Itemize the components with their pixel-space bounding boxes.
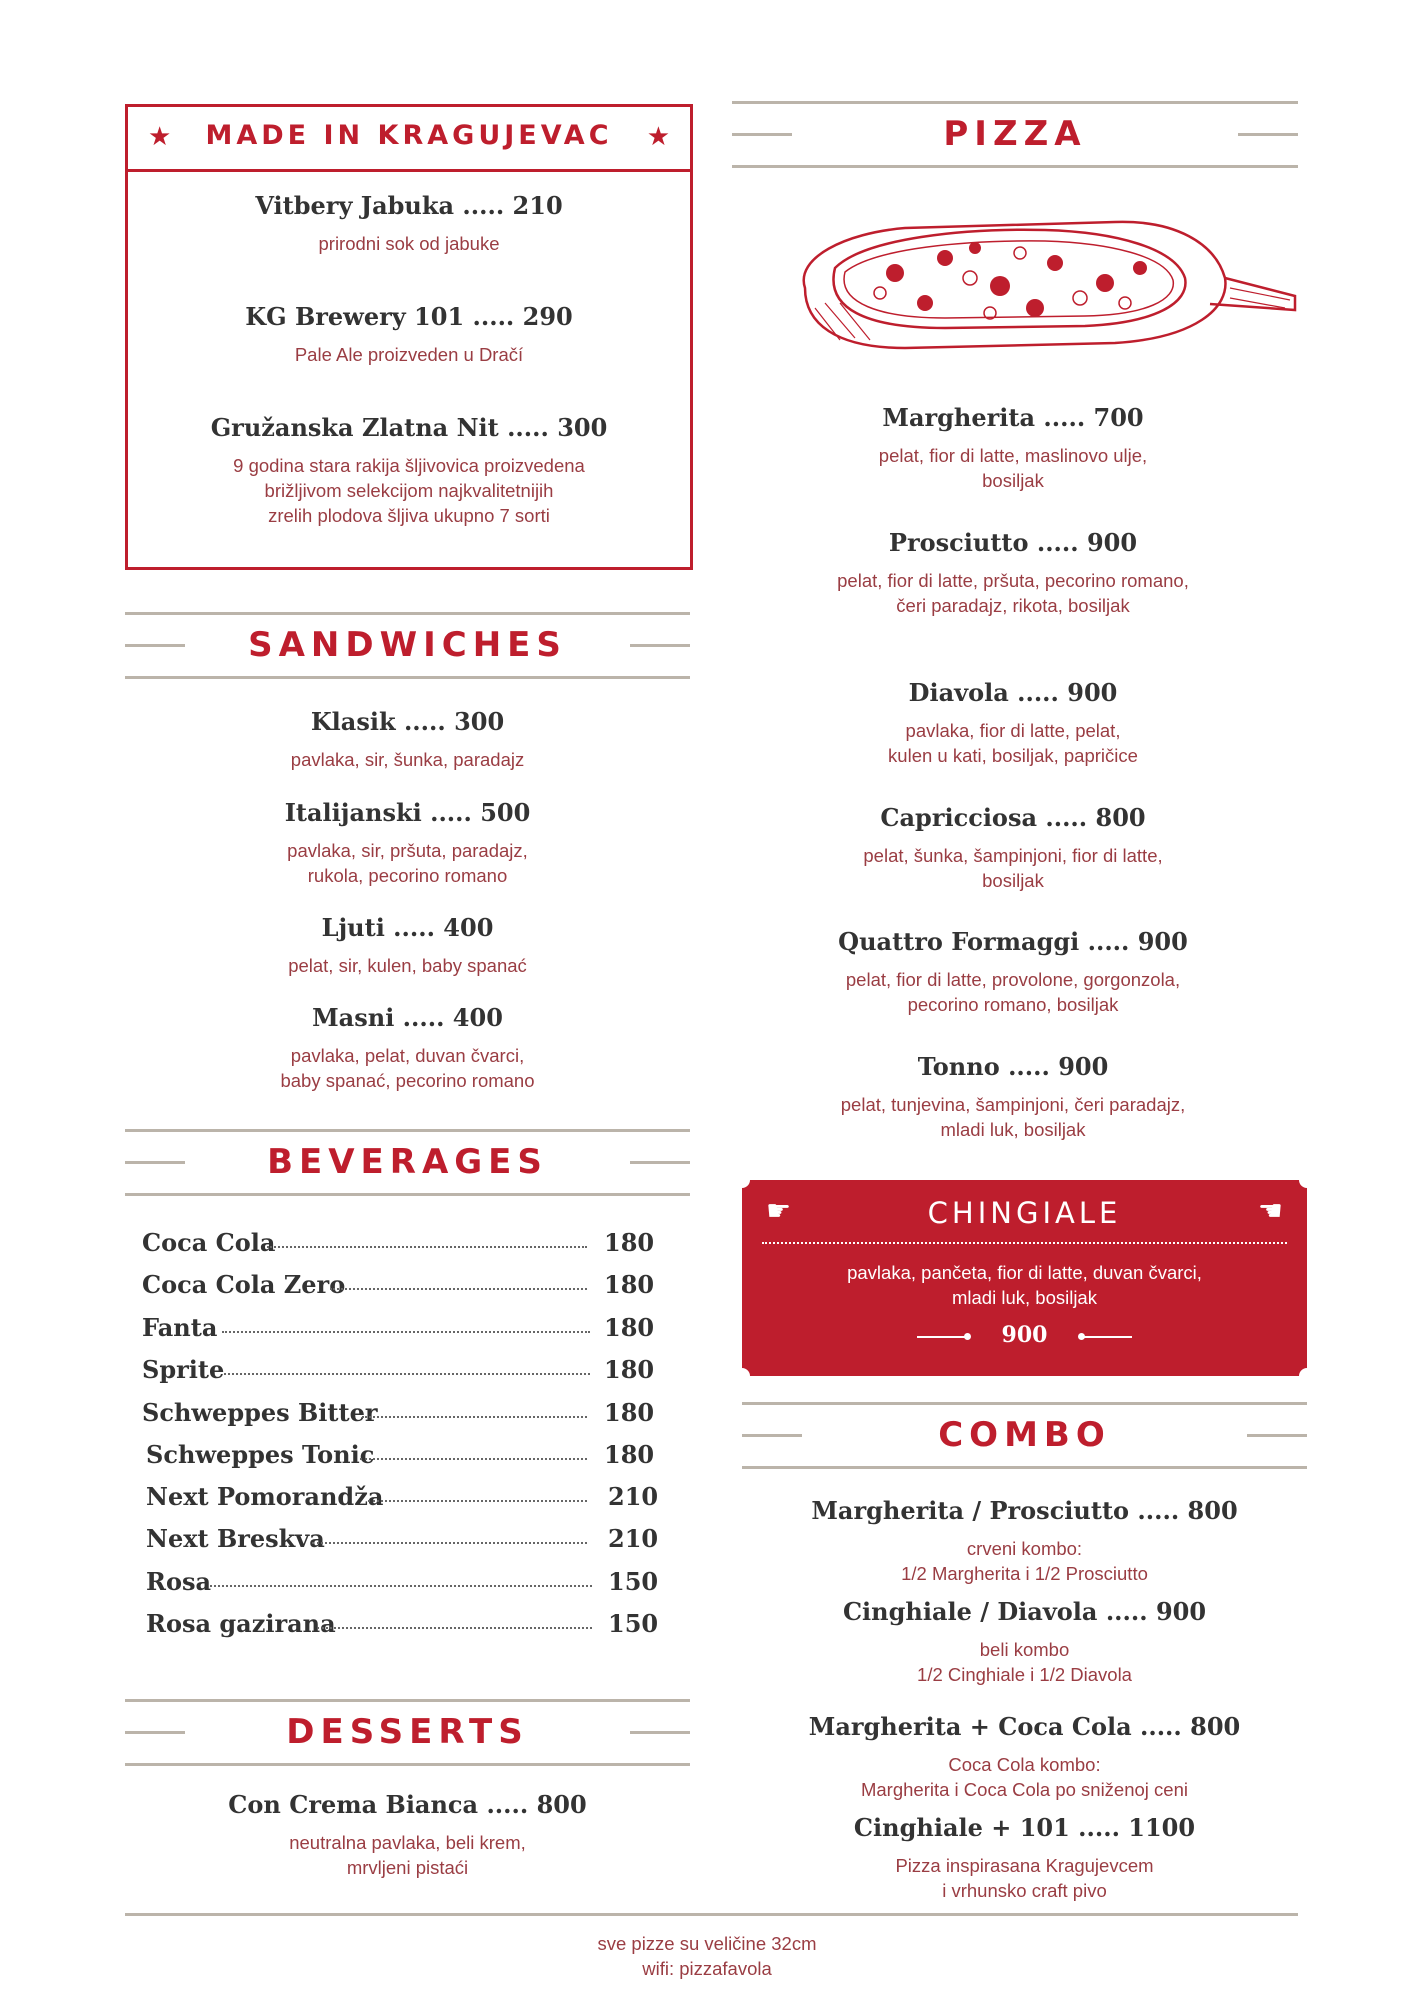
- divider: [1238, 133, 1298, 136]
- special-desc: mladi luk, bosiljak: [952, 1287, 1097, 1308]
- made-in-kragujevac-box: [125, 104, 693, 570]
- divider: [125, 1763, 690, 1766]
- menu-item-title: Klasik ..... 300: [310, 707, 505, 736]
- menu-item-title: Italijanski ..... 500: [284, 798, 531, 827]
- beverage-price: 210: [608, 1482, 659, 1511]
- divider: [732, 101, 1298, 104]
- menu-item-desc: bosiljak: [982, 870, 1044, 891]
- dot-leader: [267, 1246, 587, 1248]
- beverage-name: Schweppes Bitter: [142, 1398, 378, 1427]
- menu-item-title: Capricciosa ..... 800: [880, 803, 1146, 832]
- list-item: [142, 1609, 659, 1643]
- beverage-price: 180: [604, 1440, 655, 1469]
- menu-item-desc: Pizza inspirasana Kragujevcem: [895, 1855, 1154, 1876]
- beverage-price: 180: [604, 1313, 655, 1342]
- menu-item-desc: pelat, tunjevina, šampinjoni, čeri paradajz,: [840, 1094, 1186, 1115]
- section-title-pizza: PIZZA: [943, 114, 1087, 154]
- beverage-name: Rosa gazirana: [146, 1609, 336, 1638]
- divider: [125, 612, 690, 615]
- special-desc: pavlaka, pančeta, fior di latte, duvan čvarci,: [847, 1262, 1202, 1283]
- menu-item-desc: pelat, fior di latte, provolone, gorgonzola,: [845, 969, 1181, 990]
- menu-item-desc: prirodni sok od jabuke: [318, 233, 500, 254]
- menu-item-desc: pavlaka, pelat, duvan čvarci,: [290, 1045, 525, 1066]
- menu-item-desc: pavlaka, sir, šunka, paradajz: [290, 749, 525, 770]
- menu-item-title: Prosciutto ..... 900: [888, 528, 1138, 557]
- menu-item-title: Gružanska Zlatna Nit ..... 300: [210, 413, 608, 442]
- menu-item-desc: pavlaka, fior di latte, pelat,: [905, 720, 1121, 741]
- menu-item-desc: i vrhunsko craft pivo: [942, 1880, 1107, 1901]
- menu-item-desc: pelat, fior di latte, pršuta, pecorino romano,: [837, 570, 1189, 591]
- made-in-title: MADE IN KRAGUJEVAC: [205, 120, 613, 151]
- dot-leader: [362, 1416, 587, 1418]
- menu-item-desc: 1/2 Margherita i 1/2 Prosciutto: [901, 1563, 1148, 1584]
- dot-leader: [312, 1542, 587, 1544]
- menu-item-desc: beli kombo: [979, 1639, 1070, 1660]
- menu-item-title: Diavola ..... 900: [908, 678, 1118, 707]
- special-title: CHINGIALE: [927, 1196, 1122, 1230]
- menu-item-desc: bosiljak: [982, 470, 1044, 491]
- beverage-price: 150: [608, 1609, 659, 1638]
- dot-leader: [360, 1458, 587, 1460]
- menu-item-desc: Pale Ale proizveden u Dračí: [294, 344, 524, 365]
- beverage-name: Next Breskva: [146, 1524, 325, 1553]
- menu-item-title: Ljuti ..... 400: [321, 913, 494, 942]
- star-icon: ★: [148, 121, 172, 151]
- beverage-price: 180: [604, 1398, 655, 1427]
- menu-item-desc: baby spanać, pecorino romano: [280, 1070, 535, 1091]
- divider: [1247, 1434, 1307, 1437]
- special-price: 900: [1001, 1322, 1048, 1348]
- list-item: [142, 1482, 659, 1516]
- menu-item-desc: mladi luk, bosiljak: [940, 1119, 1086, 1140]
- menu-item-title: KG Brewery 101 ..... 290: [245, 302, 573, 331]
- list-item: [142, 1440, 655, 1474]
- beverage-price: 150: [608, 1567, 659, 1596]
- footer-note: sve pizze su veličine 32cm: [597, 1933, 817, 1954]
- list-item: [142, 1567, 659, 1601]
- menu-item-desc: 9 godina stara rakija šljivovica proizvedena: [233, 455, 585, 476]
- made-in-header: [128, 107, 690, 172]
- special-chingiale-card: [742, 1180, 1307, 1376]
- list-item: [142, 1228, 655, 1262]
- menu-item-desc: čeri paradajz, rikota, bosiljak: [896, 595, 1130, 616]
- divider: [630, 1161, 690, 1164]
- divider: [732, 165, 1298, 168]
- list-item: [142, 1524, 659, 1558]
- footer-wifi: wifi: pizzafavola: [642, 1958, 772, 1979]
- dotted-divider: [762, 1242, 1287, 1244]
- menu-item-desc: neutralna pavlaka, beli krem,: [289, 1832, 526, 1853]
- dot-leader: [224, 1373, 590, 1375]
- corner-notch: [734, 1172, 750, 1188]
- divider: [630, 644, 690, 647]
- section-title-combo: COMBO: [938, 1415, 1111, 1455]
- dot-leader: [317, 1627, 592, 1629]
- divider: [742, 1466, 1307, 1469]
- section-title-desserts: DESSERTS: [286, 1712, 529, 1752]
- beverage-name: Fanta: [142, 1313, 218, 1342]
- pointing-hand-left-icon: ☚: [1257, 1195, 1283, 1226]
- menu-item-desc: crveni kombo:: [966, 1538, 1083, 1559]
- menu-item-desc: pelat, sir, kulen, baby spanać: [288, 955, 527, 976]
- menu-item-title: Margherita / Prosciutto ..... 800: [811, 1496, 1238, 1525]
- menu-item-title: Margherita + Coca Cola ..... 800: [808, 1712, 1241, 1741]
- corner-notch: [1299, 1368, 1315, 1384]
- menu-item-desc: Coca Cola kombo:: [948, 1754, 1101, 1775]
- list-item: [142, 1398, 655, 1432]
- menu-item-desc: mrvljeni pistaći: [346, 1857, 469, 1878]
- divider: [742, 1402, 1307, 1405]
- menu-item-title: Con Crema Bianca ..... 800: [228, 1790, 587, 1819]
- menu-item-desc: pelat, šunka, šampinjoni, fior di latte,: [863, 845, 1163, 866]
- beverage-price: 180: [604, 1270, 655, 1299]
- footer-divider: [125, 1913, 1298, 1916]
- pointing-hand-right-icon: ☛: [766, 1195, 792, 1226]
- menu-item-title: Tonno ..... 900: [917, 1052, 1109, 1081]
- divider: [125, 1129, 690, 1132]
- flourish-right: [1082, 1336, 1132, 1338]
- divider: [125, 676, 690, 679]
- menu-item-desc: zrelih plodova šljiva ukupno 7 sorti: [268, 505, 550, 526]
- beverage-name: Next Pomorandža: [146, 1482, 384, 1511]
- beverage-price: 180: [604, 1355, 655, 1384]
- list-item: [142, 1313, 655, 1347]
- beverage-name: Coca Cola: [142, 1228, 276, 1257]
- corner-notch: [1299, 1172, 1315, 1188]
- menu-item-title: Margherita ..... 700: [882, 403, 1144, 432]
- menu-item-desc: rukola, pecorino romano: [307, 865, 508, 886]
- dot-leader: [330, 1288, 587, 1290]
- menu-item-title: Quattro Formaggi ..... 900: [838, 927, 1188, 956]
- beverage-price: 180: [604, 1228, 655, 1257]
- menu-item-desc: brižljivom selekcijom najkvalitetnijih: [264, 480, 554, 501]
- beverage-name: Sprite: [142, 1355, 225, 1384]
- list-item: [142, 1270, 655, 1304]
- pizza-peel-illustration-icon: [785, 208, 1300, 358]
- divider: [630, 1731, 690, 1734]
- divider: [125, 1699, 690, 1702]
- section-title-sandwiches: SANDWICHES: [248, 625, 567, 665]
- menu-item-desc: pecorino romano, bosiljak: [907, 994, 1119, 1015]
- section-title-beverages: BEVERAGES: [267, 1142, 548, 1182]
- dot-leader: [222, 1331, 590, 1333]
- beverage-price: 210: [608, 1524, 659, 1553]
- menu-item-desc: pavlaka, sir, pršuta, paradajz,: [287, 840, 528, 861]
- menu-item-title: Vitbery Jabuka ..... 210: [255, 191, 563, 220]
- star-icon: ★: [646, 121, 670, 151]
- beverage-name: Rosa: [146, 1567, 212, 1596]
- dot-leader: [368, 1500, 587, 1502]
- beverage-name: Coca Cola Zero: [142, 1270, 346, 1299]
- menu-item-desc: pelat, fior di latte, maslinovo ulje,: [878, 445, 1148, 466]
- menu-item-desc: Margherita i Coca Cola po sniženoj ceni: [860, 1779, 1188, 1800]
- beverage-name: Schweppes Tonic: [146, 1440, 375, 1469]
- menu-item-desc: kulen u kati, bosiljak, papričice: [888, 745, 1138, 766]
- menu-item-title: Cinghiale + 101 ..... 1100: [853, 1813, 1196, 1842]
- menu-item-title: Cinghiale / Diavola ..... 900: [842, 1597, 1207, 1626]
- list-item: [142, 1355, 655, 1389]
- divider: [125, 1193, 690, 1196]
- menu-item-title: Masni ..... 400: [312, 1003, 503, 1032]
- corner-notch: [734, 1368, 750, 1384]
- dot-leader: [210, 1585, 592, 1587]
- menu-item-desc: 1/2 Cinghiale i 1/2 Diavola: [917, 1664, 1132, 1685]
